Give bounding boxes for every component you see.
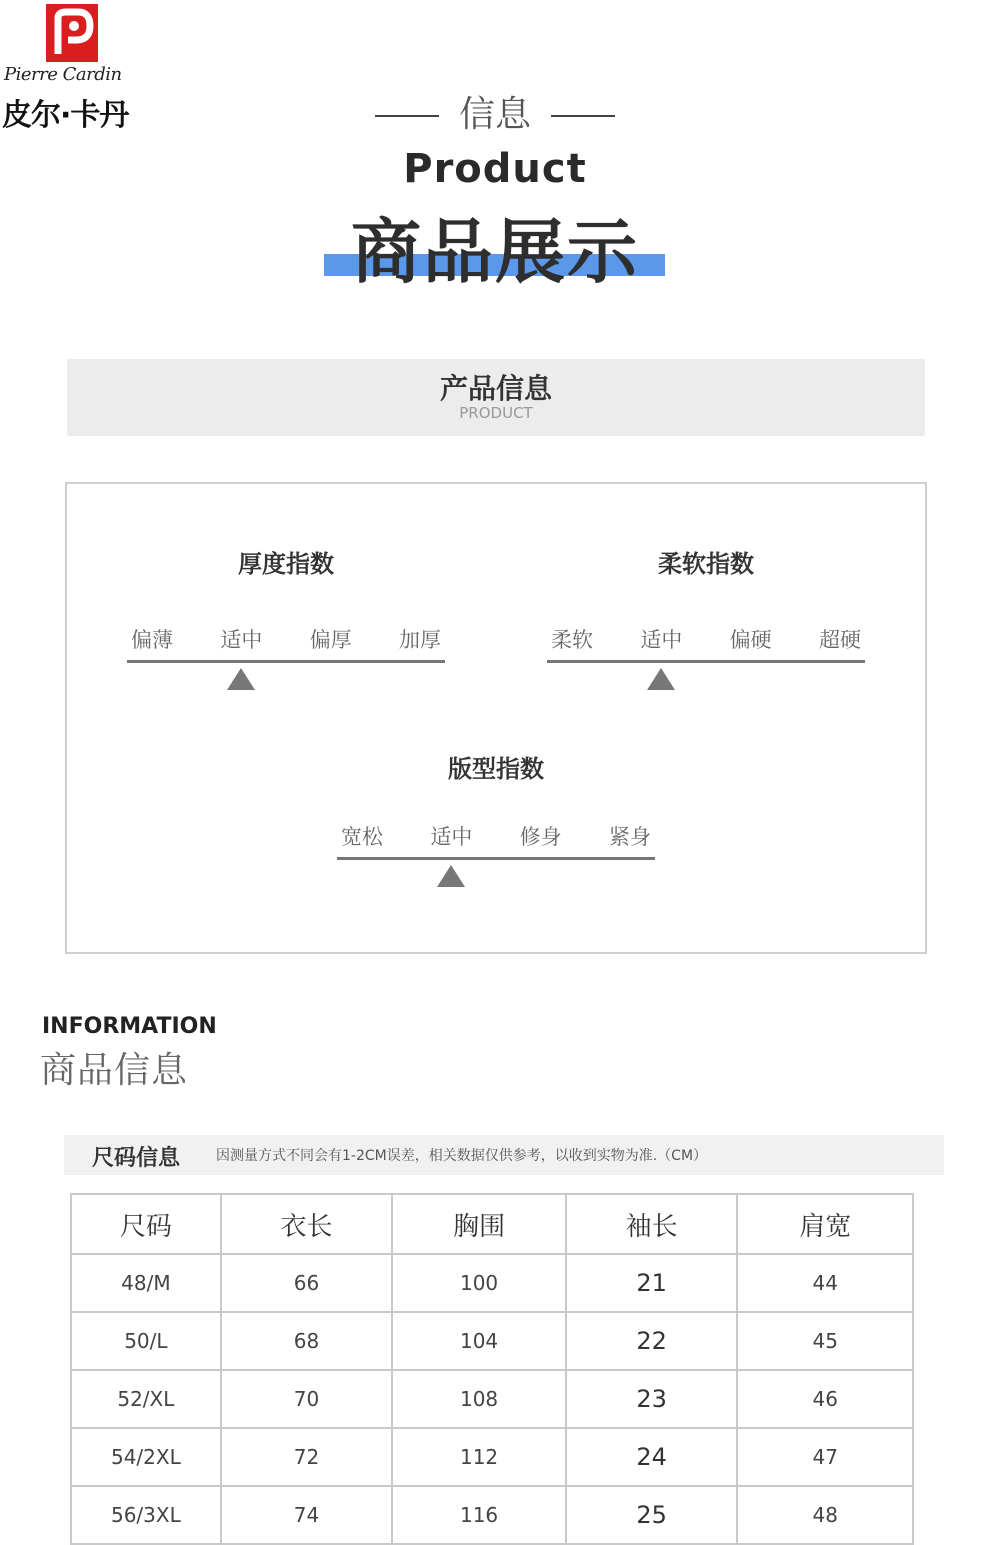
scale-label: 适中 bbox=[430, 825, 473, 849]
brand-name-cn: 皮尔·卡丹 bbox=[2, 98, 129, 133]
cell-chest: 104 bbox=[392, 1312, 566, 1370]
scale-label: 偏厚 bbox=[309, 628, 352, 652]
cell-sleeve: 21 bbox=[566, 1254, 738, 1312]
scale-label: 紧身 bbox=[608, 825, 651, 849]
hero-info-heading bbox=[0, 86, 990, 137]
scale-title: 版型指数 bbox=[448, 755, 544, 783]
cell-chest: 116 bbox=[392, 1486, 566, 1544]
scale-labels bbox=[127, 624, 445, 654]
cell-size: 52/XL bbox=[71, 1370, 221, 1428]
scale-labels bbox=[547, 624, 865, 654]
cell-shoulder: 45 bbox=[737, 1312, 913, 1370]
cell-size: 56/3XL bbox=[71, 1486, 221, 1544]
scale-label: 修身 bbox=[519, 825, 562, 849]
scale-line bbox=[127, 660, 445, 663]
header-shoulder: 肩宽 bbox=[737, 1194, 913, 1254]
scale-label: 加厚 bbox=[398, 628, 441, 652]
size-table bbox=[70, 1193, 914, 1545]
brand-script: Pierre Cardin bbox=[4, 64, 122, 85]
hero-info-text: 信息 bbox=[458, 94, 531, 135]
banner-title: 产品信息 bbox=[439, 372, 552, 405]
cell-length: 68 bbox=[221, 1312, 393, 1370]
information-heading-cn: 商品信息 bbox=[40, 1050, 189, 1091]
cell-size: 48/M bbox=[71, 1254, 221, 1312]
header-length: 衣长 bbox=[221, 1194, 393, 1254]
product-index-panel bbox=[65, 482, 927, 954]
fit-index bbox=[337, 749, 655, 899]
scale-marker-icon bbox=[227, 668, 255, 690]
size-info-note: 因测量方式不同会有1-2CM误差，相关数据仅供参考，以收到实物为准.（CM） bbox=[216, 1148, 708, 1164]
cell-size: 50/L bbox=[71, 1312, 221, 1370]
cell-chest: 112 bbox=[392, 1428, 566, 1486]
banner-subtitle: PRODUCT bbox=[459, 404, 533, 422]
scale-title: 厚度指数 bbox=[238, 550, 334, 578]
scale-label: 偏薄 bbox=[131, 628, 173, 652]
header-chest: 胸围 bbox=[392, 1194, 566, 1254]
table-row bbox=[71, 1370, 913, 1428]
cell-sleeve: 24 bbox=[566, 1428, 738, 1486]
information-heading-en: INFORMATION bbox=[42, 1014, 217, 1039]
scale-label: 适中 bbox=[220, 628, 263, 652]
softness-index bbox=[547, 544, 865, 694]
cell-length: 70 bbox=[221, 1370, 393, 1428]
header-sleeve: 袖长 bbox=[566, 1194, 738, 1254]
scale-line bbox=[547, 660, 865, 663]
scale-title: 柔软指数 bbox=[658, 550, 754, 578]
scale-label: 超硬 bbox=[818, 628, 861, 652]
cell-chest: 100 bbox=[392, 1254, 566, 1312]
scale-line bbox=[337, 857, 655, 860]
hero-product-text: Product bbox=[403, 146, 587, 192]
cell-sleeve: 23 bbox=[566, 1370, 738, 1428]
product-info-banner bbox=[67, 359, 925, 436]
table-row bbox=[71, 1428, 913, 1486]
scale-label: 柔软 bbox=[551, 628, 593, 652]
table-row bbox=[71, 1254, 913, 1312]
cell-sleeve: 25 bbox=[566, 1486, 738, 1544]
header-size: 尺码 bbox=[71, 1194, 221, 1254]
size-info-title: 尺码信息 bbox=[92, 1146, 181, 1171]
cell-length: 66 bbox=[221, 1254, 393, 1312]
cell-sleeve: 22 bbox=[566, 1312, 738, 1370]
scale-label: 适中 bbox=[640, 628, 683, 652]
cell-shoulder: 46 bbox=[737, 1370, 913, 1428]
scale-marker-icon bbox=[437, 865, 465, 887]
table-row bbox=[71, 1486, 913, 1544]
cell-shoulder: 48 bbox=[737, 1486, 913, 1544]
scale-marker-icon bbox=[647, 668, 675, 690]
table-header-row bbox=[71, 1194, 913, 1254]
hero-title: 商品展示 bbox=[351, 211, 639, 293]
scale-label: 偏硬 bbox=[729, 628, 772, 652]
size-info-bar bbox=[64, 1135, 944, 1175]
cell-length: 74 bbox=[221, 1486, 393, 1544]
cell-size: 54/2XL bbox=[71, 1428, 221, 1486]
cell-shoulder: 44 bbox=[737, 1254, 913, 1312]
brand-p-mark-icon bbox=[46, 4, 98, 62]
cell-chest: 108 bbox=[392, 1370, 566, 1428]
table-row bbox=[71, 1312, 913, 1370]
left-dash bbox=[375, 115, 439, 117]
thickness-index bbox=[127, 544, 445, 694]
cell-length: 72 bbox=[221, 1428, 393, 1486]
right-dash bbox=[551, 115, 615, 117]
scale-labels bbox=[337, 821, 655, 851]
cell-shoulder: 47 bbox=[737, 1428, 913, 1486]
scale-label: 宽松 bbox=[341, 825, 383, 849]
